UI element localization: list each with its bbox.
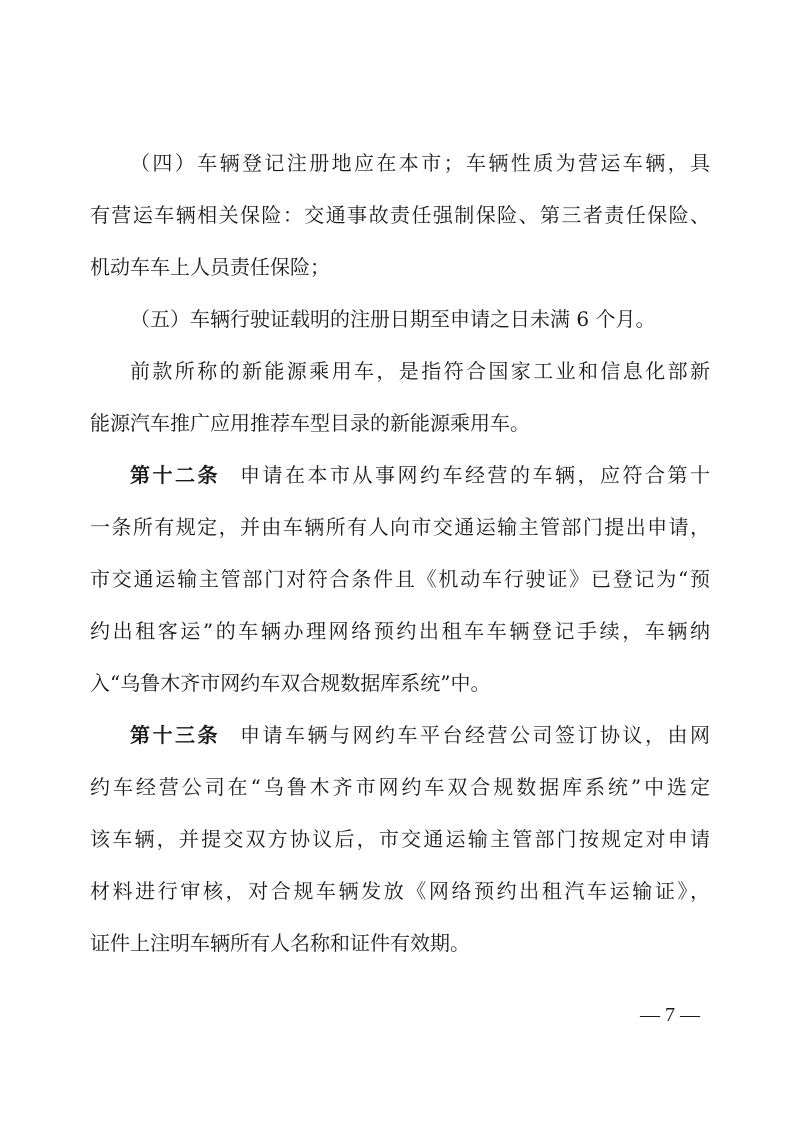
paragraph-line: （五）车辆行驶证载明的注册日期至申请之日未满 6 个月。 <box>130 307 656 331</box>
paragraph-line: 证件上注明车辆所有人名称和证件有效期。 <box>90 931 470 955</box>
article-12-text: 申请在本市从事网约车经营的车辆，应符合第十 <box>240 463 710 487</box>
paragraph-line: 一条所有规定，并由车辆所有人向市交通运输主管部门提出申请， <box>90 515 710 539</box>
paragraph-line: 前款所称的新能源乘用车，是指符合国家工业和信息化部新 <box>130 359 710 383</box>
paragraph-line: 材料进行审核，对合规车辆发放《网络预约出租汽车运输证》， <box>90 879 710 903</box>
paragraph-line: 市交通运输主管部门对符合条件且《机动车行驶证》已登记为“预 <box>90 567 710 591</box>
article-13-text: 申请车辆与网约车平台经营公司签订协议，由网 <box>240 723 710 747</box>
paragraph-line: 约车经营公司在“乌鲁木齐市网约车双合规数据库系统”中选定 <box>90 775 710 799</box>
paragraph-line: 入“乌鲁木齐市网约车双合规数据库系统”中。 <box>90 671 491 695</box>
paragraph-line: 该车辆，并提交双方协议后，市交通运输主管部门按规定对申请 <box>90 827 710 851</box>
paragraph-line: （四）车辆登记注册地应在本市；车辆性质为营运车辆，具 <box>130 151 710 175</box>
paragraph-line: 能源汽车推广应用推荐车型目录的新能源乘用车。 <box>90 411 530 435</box>
paragraph-line: 有营运车辆相关保险：交通事故责任强制保险、第三者责任保险、 <box>90 203 710 227</box>
article-12-first-line <box>130 460 710 490</box>
paragraph-line: 机动车车上人员责任保险； <box>90 255 330 279</box>
paragraph-line: 约出租客运”的车辆办理网络预约出租车车辆登记手续，车辆纳 <box>90 619 710 643</box>
article-13-first-line <box>130 720 710 750</box>
article-12-title: 第十二条 <box>130 463 220 487</box>
page-number: — 7 — <box>640 1004 700 1026</box>
article-13-title: 第十三条 <box>130 723 220 747</box>
